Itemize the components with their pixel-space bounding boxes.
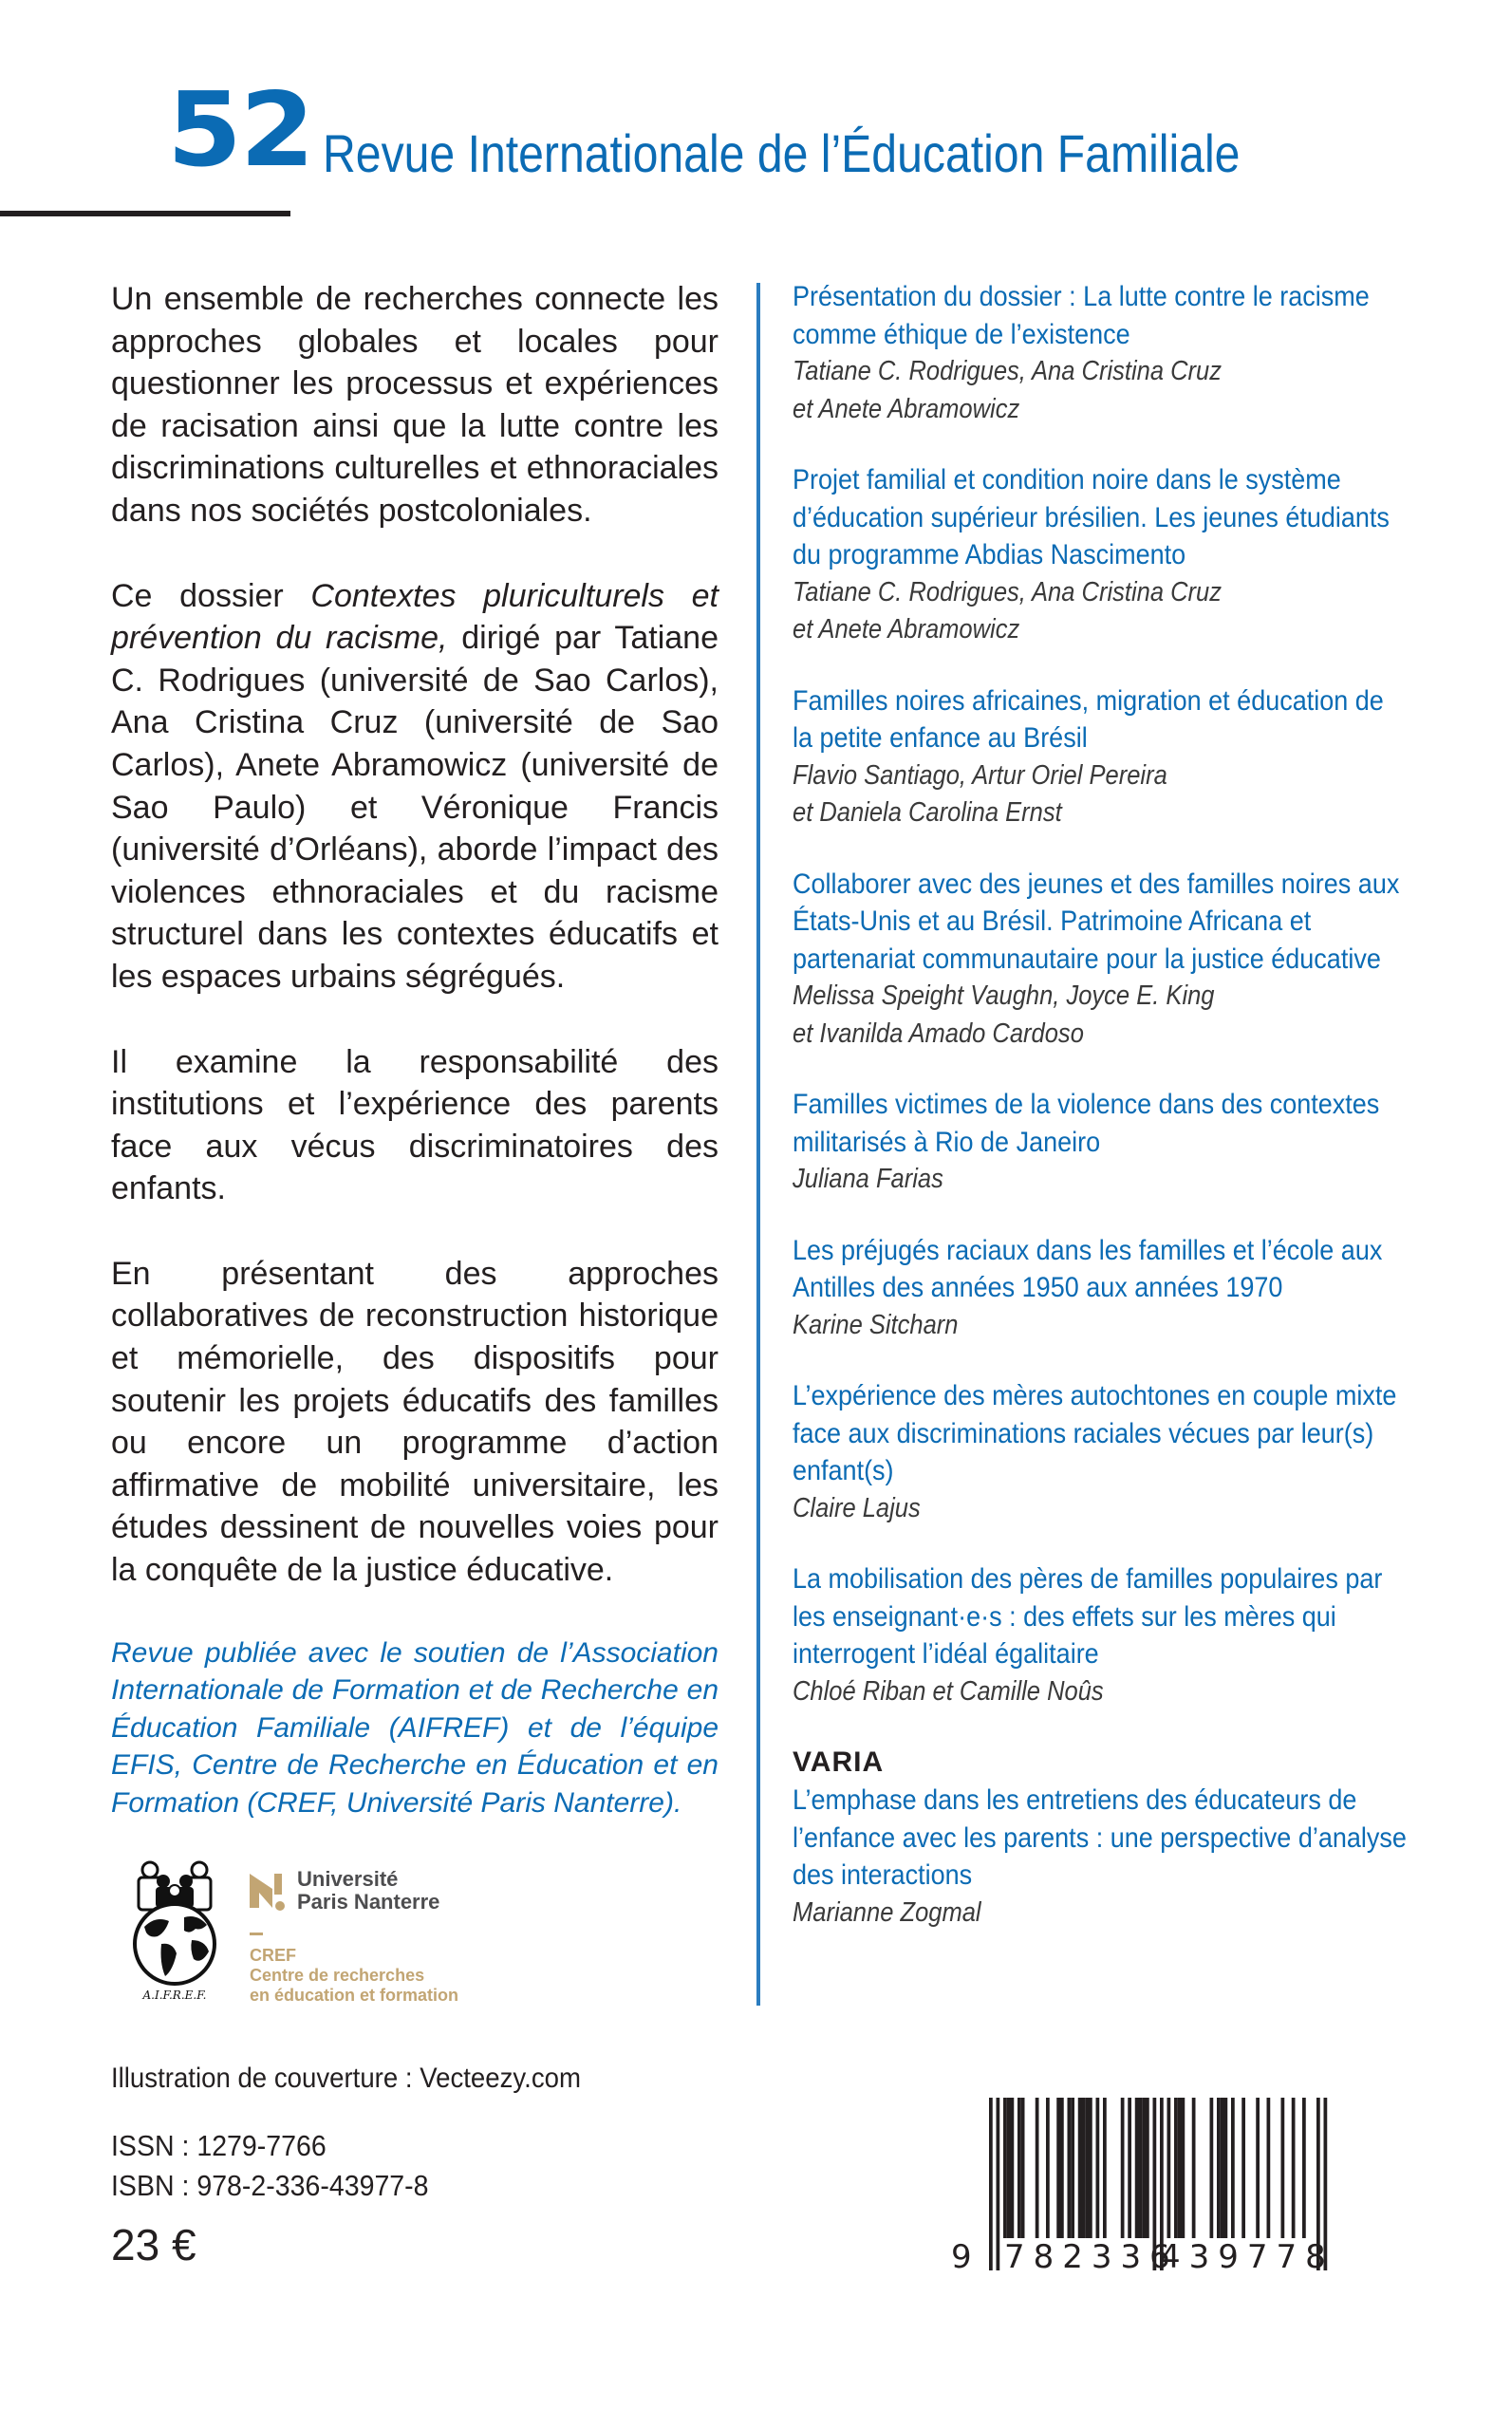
toc-entry-authors: Tatiane C. Rodrigues, Ana Cristina Cruz [793,356,1223,386]
aifref-logo [121,1860,228,2003]
barcode-bar [1011,2098,1015,2238]
barcode-bar [1128,2098,1131,2238]
barcode-bar [1178,2098,1182,2238]
barcode-bar [1256,2098,1260,2238]
toc-entry [793,1560,1400,1710]
summary-paragraph-4: En présentant des approches collaboratives de reconstruction historique et mémorielle, des dispositifs pour soutenir les projets éducatifs des familles ou encore un programme d’action affirmative de mobilité universitaire, les études dessinent de nouvelles voies pour la conquête de la justice éducative. [111,1255,719,1589]
toc-entry-title: Présentation du dossier : La lutte contre le racisme comme éthique de l’existence [793,281,1370,350]
barcode-right-digits: 439778 [1160,2238,1335,2276]
table-of-contents [793,278,1407,1932]
summary-paragraph-3: Il examine la responsabilité des institutions et l’expérience des parents face aux vécus discriminatoires des enfants. [111,1043,719,1207]
toc-entry-authors: Melissa Speight Vaughn, Joyce E. King [793,980,1215,1011]
barcode-bar [1056,2098,1060,2238]
toc-entry-authors: et Ivanilda Amado Cardoso [793,1018,1084,1049]
barcode-bar [1003,2098,1007,2238]
toc-entry [793,1232,1400,1345]
cref-line-3: en éducation et formation [250,1986,459,2005]
barcode-bar [1221,2098,1224,2238]
logo-dash [250,1933,263,1935]
toc-entry-title: Collaborer avec des jeunes et des familles noires aux États-Unis et au Brésil. Patrimoine Africana et partenariat communautaire pour la justice éducative [793,868,1400,975]
dossier-title: Contextes pluriculturels et prévention du racisme, [111,577,719,657]
toc-entry-authors: Tatiane C. Rodrigues, Ana Cristina Cruz [793,576,1223,607]
barcode-bar [1142,2098,1146,2238]
toc-entry-authors: et Anete Abramowicz [793,614,1020,644]
toc-entry [793,278,1400,428]
toc-entry-authors: Chloé Riban et Camille Noûs [793,1675,1104,1707]
barcode-bar [1078,2098,1082,2238]
journal-title: Revue Internationale de l’Éducation Familiale [323,123,1241,183]
issn: ISSN : 1279-7766 [111,2129,327,2162]
toc-entry-authors: Claire Lajus [793,1492,921,1523]
support-note: Revue publiée avec le soutien de l’Association Internationale de Formation et de Recherche en Éducation Familiale (AIFREF) et de l’équipe EFIS, Centre de Recherche en Éducation et en Formation (CREF, Université Paris Nanterre). [111,1636,719,1819]
barcode-bar [1068,2098,1072,2238]
isbn: ISBN : 978-2-336-43977-8 [111,2169,429,2202]
toc-entry-title: Familles victimes de la violence dans des contextes militarisés à Rio de Janeiro [793,1089,1380,1158]
barcode-bar [1036,2098,1039,2238]
barcode-bar [1121,2098,1125,2238]
barcode-bar [1182,2098,1185,2238]
price: 23 € [111,2220,196,2269]
toc-entry-title: La mobilisation des pères de familles populaires par les enseignant·e·s : des effets sur les mères qui interrogent l’idéal égalitaire [793,1563,1383,1670]
barcode-bar [1292,2098,1296,2238]
barcode-bar [1174,2098,1178,2238]
summary-paragraph-2-prefix: Ce dossier [111,577,311,614]
header-rule [0,211,290,216]
toc-entry-authors: Flavio Santiago, Artur Oriel Pereira [793,759,1167,791]
toc-entry-title: L’emphase dans les entretiens des éducateurs de l’enfance avec les parents : une perspective d’analyse des interactions [793,1784,1407,1891]
toc-entry-authors: et Anete Abramowicz [793,393,1020,424]
barcode-bar [1017,2098,1021,2238]
barcode-first-digit: 9 [951,2238,980,2276]
toc-entry-authors: Marianne Zogmal [793,1896,981,1928]
toc-entry-title: Projet familial et condition noire dans le système d’éducation supérieur brésilien. Les jeunes étudiants du programme Abdias Nascimento [793,464,1390,570]
barcode-bar [1231,2098,1235,2238]
partner-logos [114,1860,607,2003]
aifref-label: A.I.F.R.E.F. [142,1989,207,2002]
summary-paragraph-2 [111,575,719,999]
barcode-left-digits: 782336 [1004,2238,1179,2276]
varia-heading: VARIA [793,1746,885,1778]
barcode-bar [1096,2098,1100,2238]
toc-varia-section [793,1744,1407,1932]
toc-entry-title: Les préjugés raciaux dans les familles et l’école aux Antilles des années 1950 aux années 1970 [793,1234,1383,1303]
barcode-bar [1302,2098,1306,2238]
globe-family-icon [121,1860,228,2003]
cref-line-2: Centre de recherches [250,1966,425,1985]
barcode-bar [1167,2098,1171,2238]
nanterre-mark-icon [250,1870,288,1912]
barcode-bar [1021,2098,1025,2238]
barcode-bar [1007,2098,1011,2238]
summary-column [111,278,719,1821]
toc-entry [793,866,1400,1054]
toc-entry-authors: Juliana Farias [793,1164,943,1194]
barcode-bar [1224,2098,1228,2238]
barcode-bar [1103,2098,1107,2238]
toc-entry [793,461,1400,649]
barcode-bar [1089,2098,1092,2238]
toc-entry-title: Familles noires africaines, migration et éducation de la petite enfance au Brésil [793,684,1384,754]
barcode-bar [1210,2098,1214,2238]
barcode-bar [1082,2098,1086,2238]
university-line-2: Paris Nanterre [297,1890,440,1914]
summary-paragraph-1: Un ensemble de recherches connecte les approches globales et locales pour questionner les processus et expériences de racisation ainsi que la lutte contre les discriminations culturelles et ethnoraciales dans nos sociétés postcoloniales. [111,281,719,529]
barcode-bar [1135,2098,1139,2238]
toc-entry [793,682,1400,832]
university-line-1: Université [297,1867,399,1891]
toc-entry-title: L’expérience des mères autochtones en couple mixte face aux discriminations raciales vécues par leur(s) enfant(s) [793,1380,1397,1486]
cref-line-1: CREF [250,1946,296,1965]
column-divider [756,283,760,2006]
university-name [297,1868,439,1914]
barcode-bar [1060,2098,1064,2238]
issue-number: 52 [167,71,313,190]
barcode-bar [1241,2098,1245,2238]
barcode-bar [1085,2098,1089,2238]
toc-entry-authors: et Daniela Carolina Ernst [793,797,1062,828]
barcode-bar [997,2098,1000,2270]
barcode-bar [989,2098,993,2270]
barcode-bar [1192,2098,1196,2238]
barcode-bar [1217,2098,1221,2238]
isbn-barcode [951,2098,1335,2276]
barcode-bar [1146,2098,1149,2238]
cref-text [250,1946,458,2006]
toc-entry [793,1086,1400,1199]
barcode-bar [1281,2098,1285,2238]
toc-entry [793,1377,1400,1527]
toc-entry-authors: Karine Sitcharn [793,1309,959,1340]
cover-illustration-credit: Illustration de couverture : Vecteezy.com [111,2063,582,2094]
barcode-bar [1267,2098,1271,2238]
barcode-bar [1071,2098,1074,2238]
barcode-bar [1139,2098,1143,2238]
summary-paragraph-2-rest: dirigé par Tatiane C. Rodrigues (université de Sao Carlos), Ana Cristina Cruz (université de Sao Carlos), Anete Abramowicz (université de Sao Paulo) et Véronique Francis (université d’Orléans), aborde l’impact des violences ethnoraciales et du racisme structurel dans les contextes éducatifs et les espaces urbains ségrégués. [111,620,719,995]
barcode-bar [1046,2098,1050,2238]
